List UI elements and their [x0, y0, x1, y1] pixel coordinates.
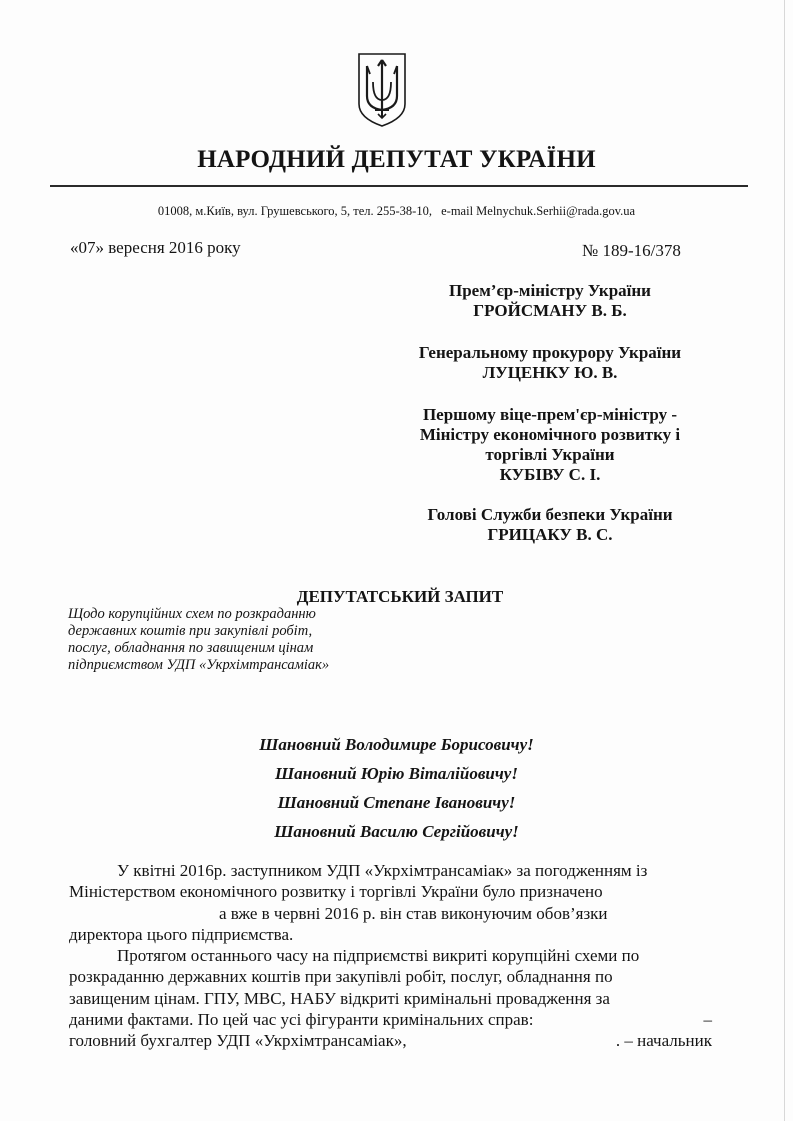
recipient-name: ГРОЙСМАНУ В. Б.	[473, 301, 627, 320]
email-text: e-mail Melnychuk.Serhii@rada.gov.ua	[441, 204, 636, 218]
body-fragment: даними фактами. По цей час усі фігуранти кримінальних справ:	[69, 1010, 534, 1030]
greeting: Шановний Володимире Борисовичу!	[259, 735, 534, 754]
recipient-position: Голові Служби безпеки України	[427, 505, 673, 524]
greetings-block	[0, 730, 793, 846]
letterhead-contacts	[0, 204, 793, 219]
recipient-position-line: Першому віце-прем'єр-міністру -	[422, 405, 678, 424]
body-line: завищеним цінам. ГПУ, МВС, НАБУ відкриті кримінальні провадження за	[69, 988, 610, 1008]
body-line: Протягом останнього часу на підприємстві викриті корупційні схеми по	[117, 946, 640, 966]
address-text: 01008, м.Київ, вул. Грушевського, 5, тел. 255-38-10,	[157, 204, 432, 218]
body-line: Міністерством економічного розвитку і торгівлі України було призначено	[69, 882, 603, 902]
body-line	[69, 1030, 712, 1051]
body-line: У квітні 2016р. заступником УДП «Укрхімтрансаміак» за погодженням із	[117, 861, 648, 880]
recipients-block	[360, 281, 740, 567]
body-fragment: а вже в червні 2016 р. він став виконуючим обов’язки	[219, 903, 608, 923]
letter-date: «07» вересня 2016 року	[70, 238, 241, 257]
recipient-name: КУБІВУ С. І.	[499, 465, 601, 484]
body-line: директора цього підприємства.	[69, 924, 294, 944]
greeting: Шановний Степане Івановичу!	[277, 793, 516, 812]
subject-line: Щодо корупційних схем по розкраданню	[68, 606, 316, 622]
recipient-position-line: торгівлі України	[485, 445, 615, 464]
recipient-name: ГРИЦАКУ В. С.	[487, 525, 613, 544]
header-divider	[50, 185, 748, 187]
subject-line: державних коштів при закупівлі робіт,	[68, 623, 313, 639]
greeting: Шановний Василю Сергійовичу!	[274, 822, 519, 841]
recipient-position: Генеральному прокурору України	[418, 343, 682, 362]
letter-body	[69, 860, 712, 1052]
recipient	[360, 343, 740, 383]
trident-icon	[357, 52, 407, 128]
redacted-area	[69, 903, 219, 924]
subject-line: підприємством УДП «Укрхімтрансаміак»	[68, 657, 330, 673]
body-fragment: головний бухгалтер УДП «Укрхімтрансаміак»,	[69, 1031, 407, 1051]
greeting: Шановний Юрію Віталійовичу!	[275, 764, 518, 783]
recipient-name: ЛУЦЕНКУ Ю. В.	[482, 363, 618, 382]
recipient-position: Прем’єр-міністру України	[449, 281, 651, 300]
body-line: розкраданню державних коштів при закупівлі робіт, послуг, обладнання по	[69, 967, 613, 987]
outgoing-number: № 189-16/378	[582, 241, 681, 260]
body-fragment: . – начальник	[615, 1031, 712, 1051]
body-line	[69, 903, 712, 924]
recipient	[360, 281, 740, 321]
recipient	[360, 505, 740, 545]
request-title: ДЕПУТАТСЬКИЙ ЗАПИТ	[296, 587, 504, 606]
recipient	[360, 405, 740, 485]
body-fragment: –	[703, 1010, 712, 1030]
request-subject	[68, 606, 378, 674]
letterhead-title: НАРОДНИЙ ДЕПУТАТ УКРАЇНИ	[197, 146, 596, 173]
subject-line: послуг, обладнання по завищеним цінам	[68, 640, 314, 656]
recipient-position-line: Міністру економічного розвитку і	[419, 425, 681, 444]
body-line	[69, 1009, 712, 1030]
